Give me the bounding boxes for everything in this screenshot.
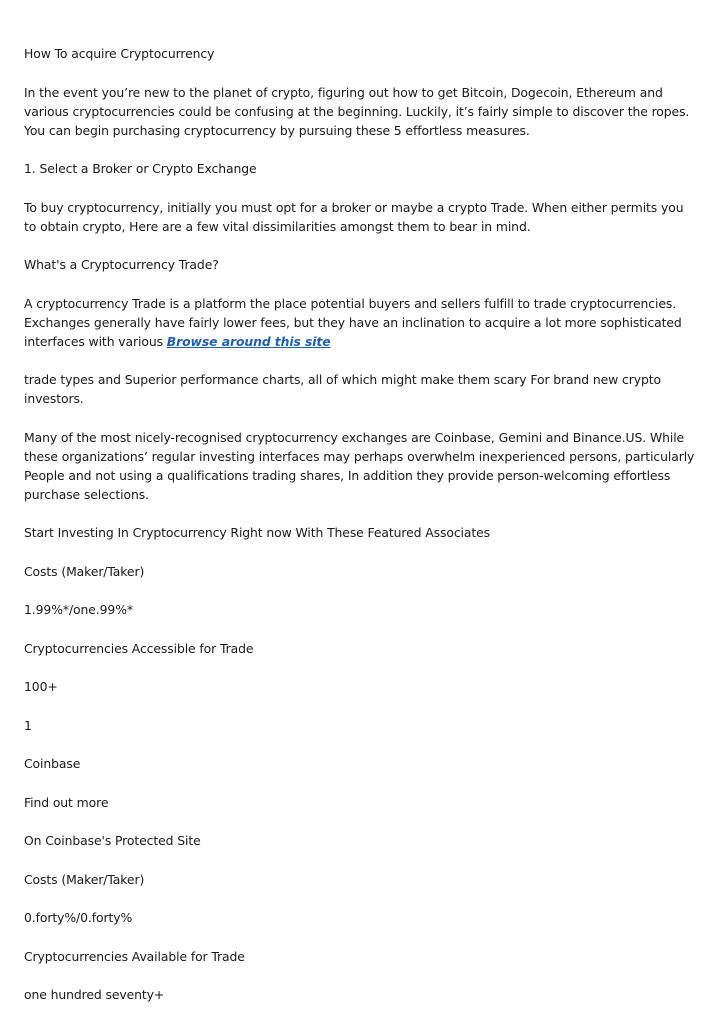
entry1-find-out-more: Find out more <box>24 794 109 810</box>
entry2-costs-label: Costs (Maker/Taker) <box>24 871 145 887</box>
exchanges-paragraph: Many of the most nicely-recognised cryptocurrency exchanges are Coinbase, Gemini and Binance.US. While these organizations’ regular investing interfaces may perhaps overwhelm inexperienced persons, particularly People and not using a qualifications trading shares, In addition they provide person-welcoming effortless purchase selections. <box>24 429 695 502</box>
trade-paragraph <box>24 294 696 351</box>
entry1-costs-label: Costs (Maker/Taker) <box>24 563 145 579</box>
entry1-name: Coinbase <box>24 756 81 771</box>
trade-paragraph-continued: trade types and Superior performance charts, all of which might make them scary For brand new crypto investors. <box>24 372 661 406</box>
intro-paragraph: In the event you’re new to the planet of crypto, figuring out how to get Bitcoin, Dogecoin, Ethereum and various cryptocurrencies could be confusing at the beginning. Luckily, it’s fairly simple to discover the ropes. You can begin purchasing cryptocurrency by pursuing these 5 effortless measures. <box>24 84 690 138</box>
whats-trade-heading: What's a Cryptocurrency Trade? <box>24 257 219 272</box>
entry1-available-label: Cryptocurrencies Accessible for Trade <box>24 640 254 656</box>
entry2-costs-value: 0.forty%/0.forty% <box>24 910 133 925</box>
trade-paragraph-text: A cryptocurrency Trade is a platform the place potential buyers and sellers fulfill to trade cryptocurrencies. Exchanges generally have fairly lower fees, but they have an inclination to acquire a lot more sophisticated interfaces with various <box>24 295 682 349</box>
entry1-available-value: 100+ <box>24 679 58 694</box>
entry1-costs-value: 1.99%*/one.99%* <box>24 602 133 617</box>
browse-site-link[interactable]: Browse around this site <box>166 333 331 349</box>
document-title: How To acquire Cryptocurrency <box>24 46 215 61</box>
step1-paragraph: To buy cryptocurrency, initially you must opt for a broker or maybe a crypto Trade. When either permits you to obtain crypto, Here are a few vital dissimilarities amongst them to bear in mind. <box>24 199 684 234</box>
step1-heading: 1. Select a Broker or Crypto Exchange <box>24 161 257 176</box>
entry2-available-label: Cryptocurrencies Available for Trade <box>24 948 245 964</box>
entry2-available-value: one hundred seventy+ <box>24 987 165 1002</box>
entry1-protected-site: On Coinbase's Protected Site <box>24 833 201 848</box>
featured-heading: Start Investing In Cryptocurrency Right now With These Featured Associates <box>24 525 491 540</box>
entry1-rank: 1 <box>24 717 32 733</box>
